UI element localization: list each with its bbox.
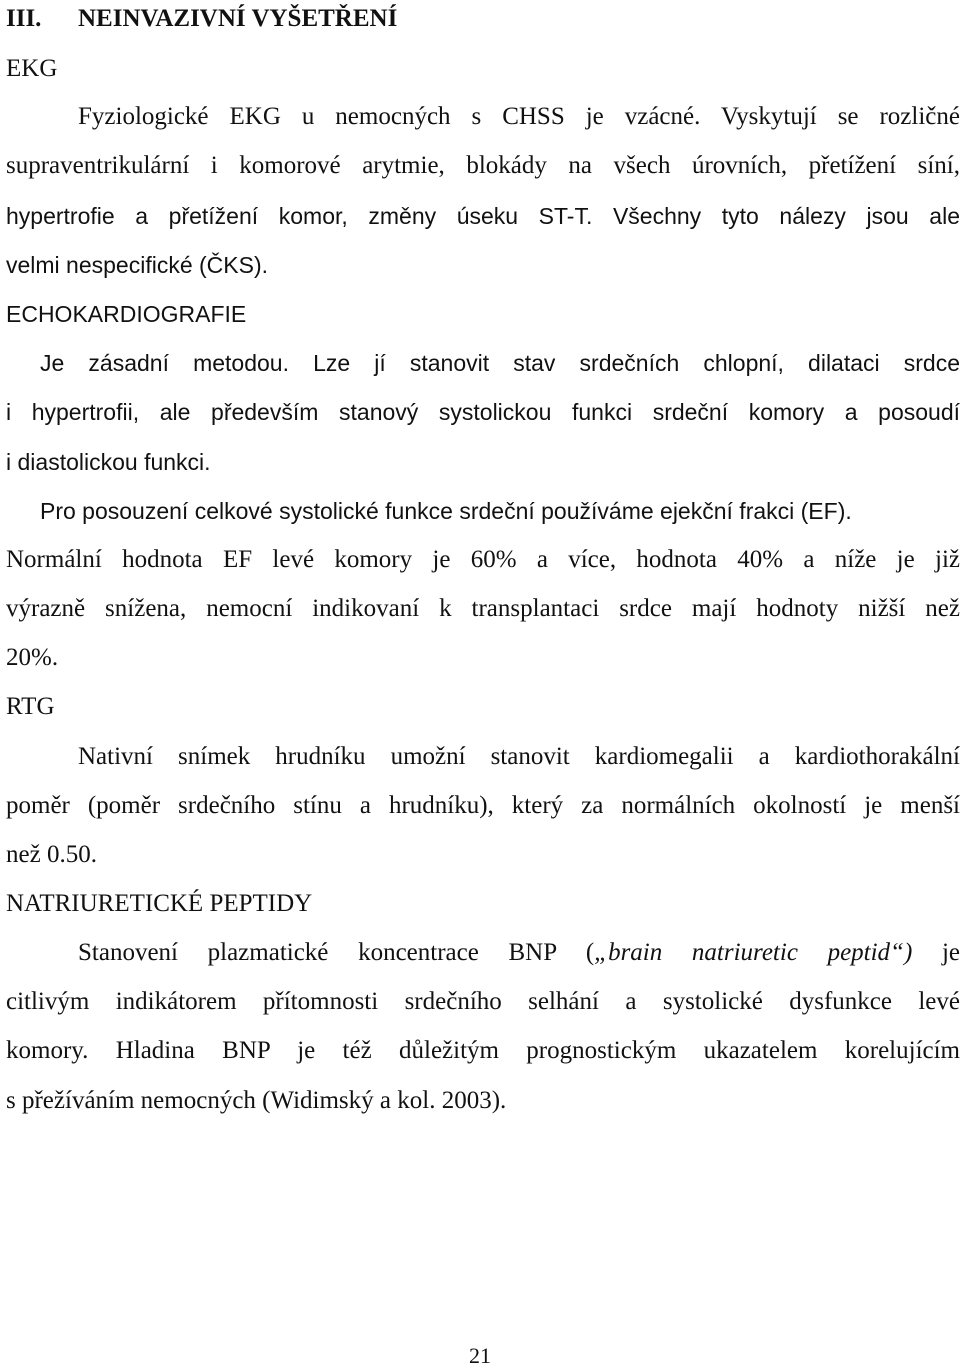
italic-term: „brain natriuretic peptid“) xyxy=(594,939,913,966)
paragraph-line: Nativní snímek hrudníku umožní stanovit kardiomegalii a kardiothorakální xyxy=(78,743,960,770)
text-run: je xyxy=(912,939,960,966)
section-heading-rtg: RTG xyxy=(6,693,55,720)
paragraph-line: Je zásadní metodou. Lze jí stanovit stav srdečních chlopní, dilataci srdce xyxy=(40,350,960,376)
paragraph-line: Fyziologické EKG u nemocných s CHSS je vzácné. Vyskytují se rozličné xyxy=(78,103,960,130)
section-heading-natriuretic: NATRIURETICKÉ PEPTIDY xyxy=(6,890,313,917)
chapter-number: III. xyxy=(6,5,42,32)
chapter-title: NEINVAZIVNÍ VYŠETŘENÍ xyxy=(78,5,398,32)
paragraph-line: s přežíváním nemocných (Widimský a kol. 2003). xyxy=(6,1087,507,1114)
text-run: Stanovení plazmatické koncentrace BNP ( xyxy=(78,939,595,966)
paragraph-line: hypertrofie a přetížení komor, změny úseku ST-T. Všechny tyto nálezy jsou ale xyxy=(6,203,960,229)
paragraph-line: citlivým indikátorem přítomnosti srdečního selhání a systolické dysfunkce levé xyxy=(6,988,960,1015)
paragraph-line: Pro posouzení celkové systolické funkce srdeční používáme ejekční frakci (EF). xyxy=(40,498,852,524)
page-number: 21 xyxy=(469,1343,491,1368)
paragraph-line: i hypertrofii, ale především stanový systolickou funkci srdeční komory a posoudí xyxy=(6,399,960,425)
chapter-heading xyxy=(6,4,960,34)
paragraph-line: komory. Hladina BNP je též důležitým prognostickým ukazatelem korelujícím xyxy=(6,1037,960,1064)
section-heading-ekg: EKG xyxy=(6,55,58,82)
paragraph-line: velmi nespecifické (ČKS). xyxy=(6,252,269,278)
paragraph-line: supraventrikulární i komorové arytmie, blokády na všech úrovních, přetížení síní, xyxy=(6,152,960,179)
paragraph-line: Normální hodnota EF levé komory je 60% a více, hodnota 40% a níže je již xyxy=(6,546,960,573)
paragraph-line: než 0.50. xyxy=(6,841,97,868)
section-heading-echo: ECHOKARDIOGRAFIE xyxy=(6,301,247,327)
paragraph-line: 20%. xyxy=(6,644,59,671)
paragraph-line: i diastolickou funkci. xyxy=(6,449,211,475)
paragraph-line: poměr (poměr srdečního stínu a hrudníku), který za normálních okolností je menší xyxy=(6,792,960,819)
paragraph-line xyxy=(78,938,960,968)
paragraph-line: výrazně snížena, nemocní indikovaní k transplantaci srdce mají hodnoty nižší než xyxy=(6,595,960,622)
